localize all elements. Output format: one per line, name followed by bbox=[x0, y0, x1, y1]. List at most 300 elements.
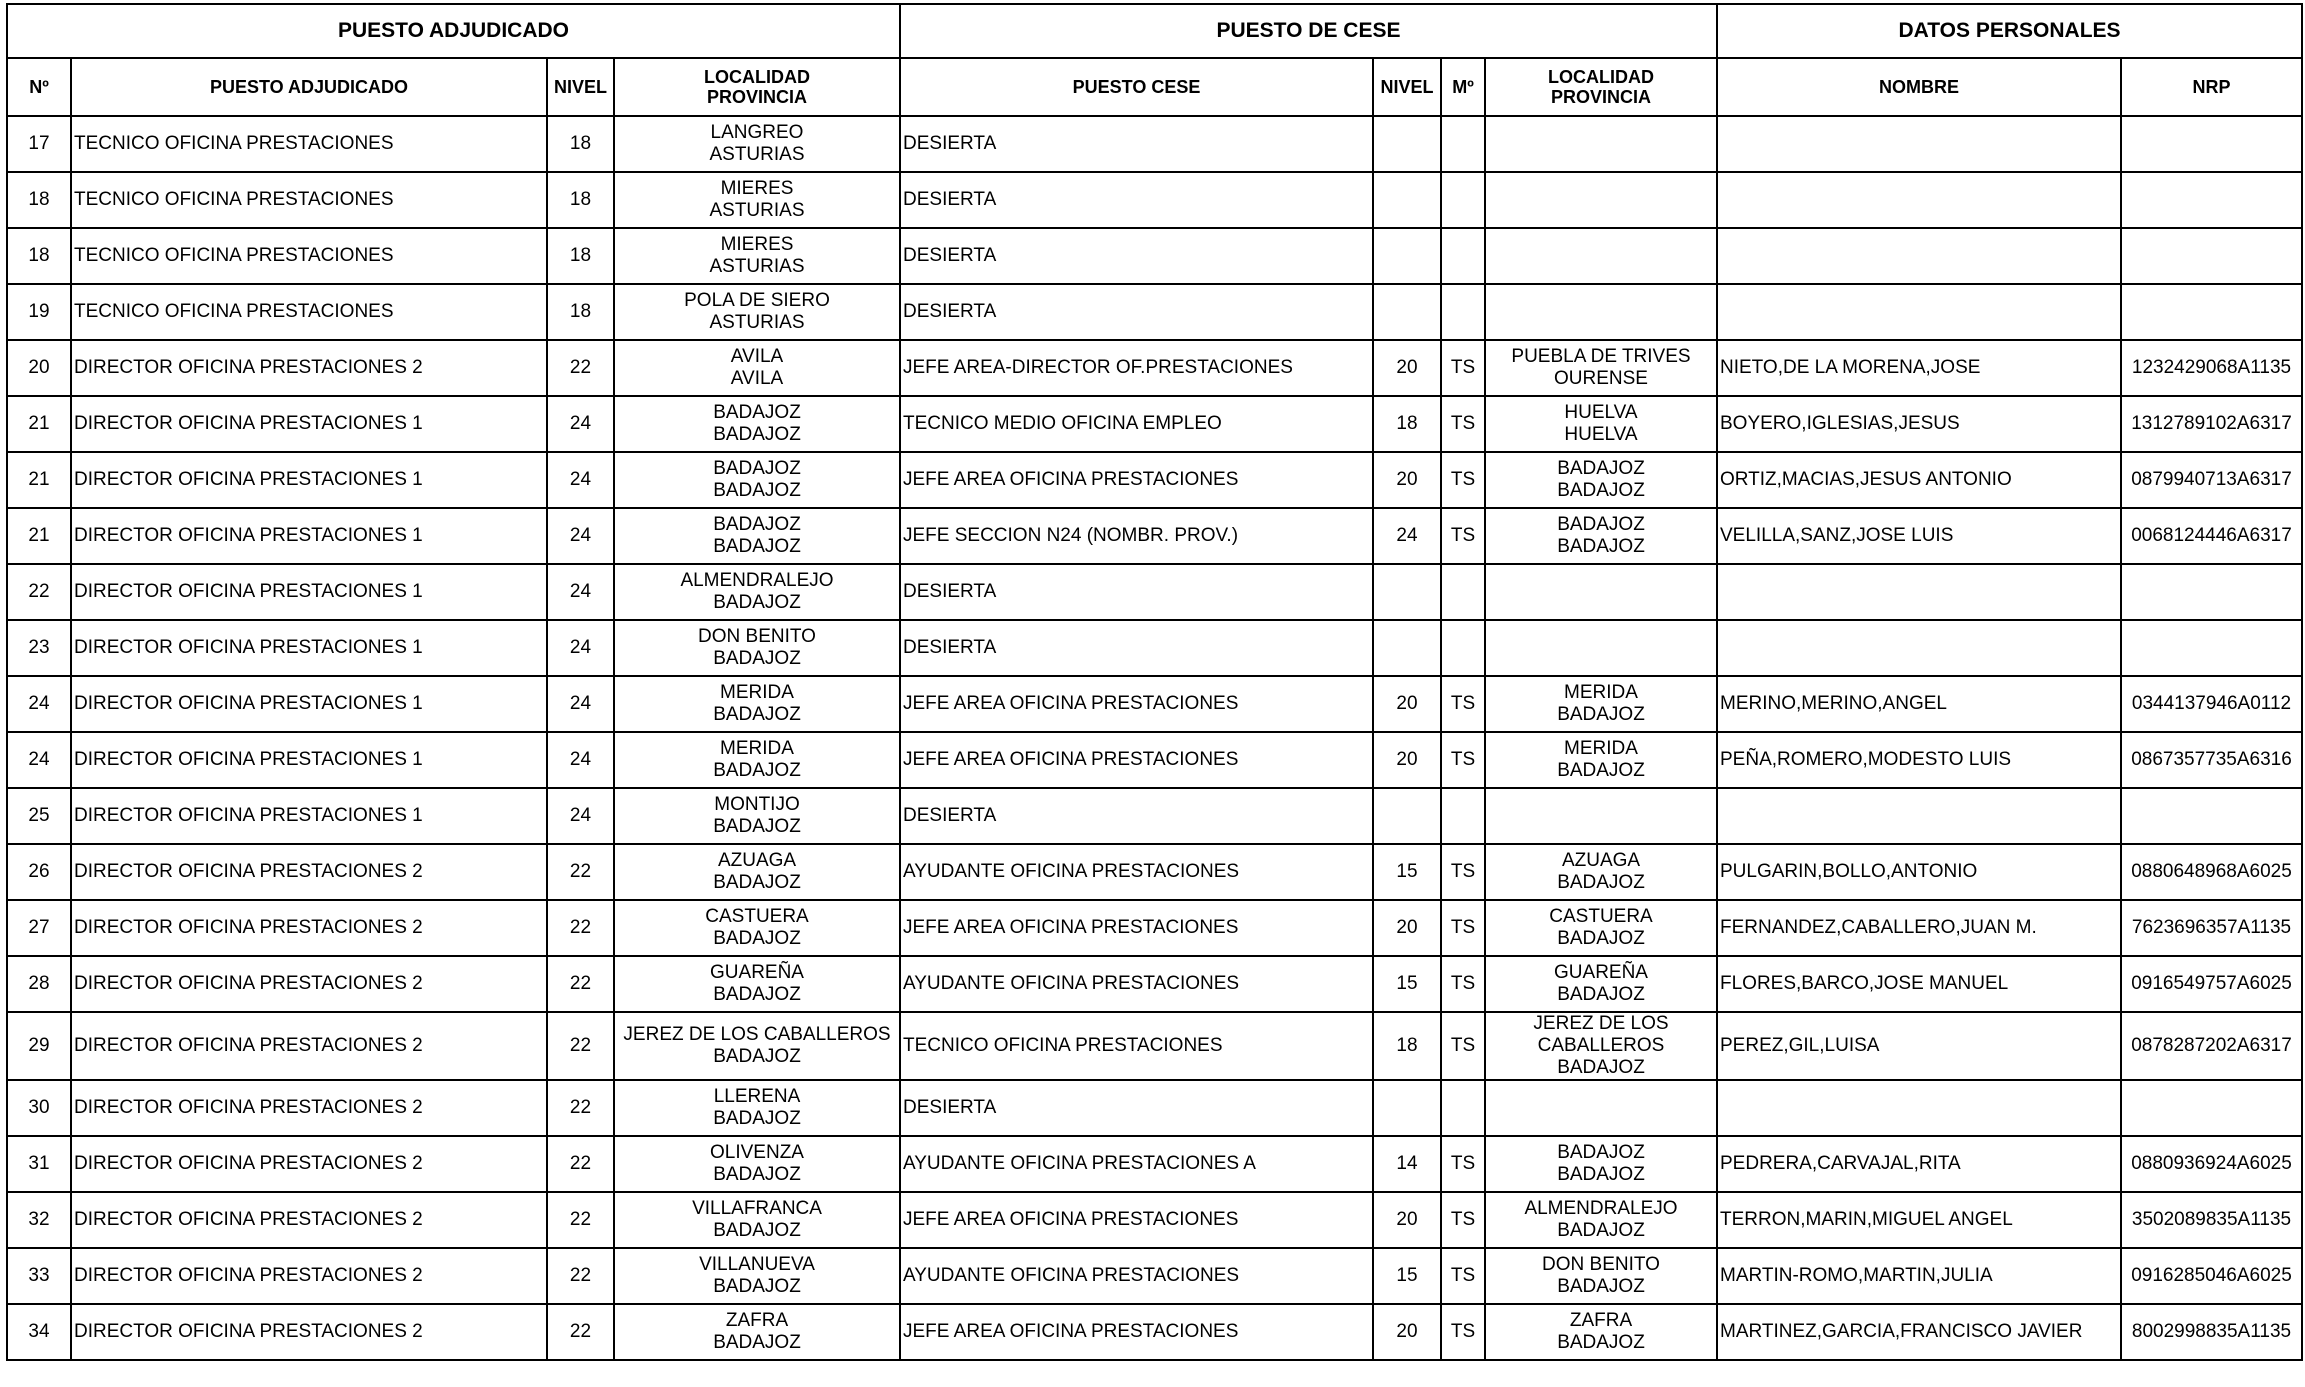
localidad-provincia-cese-line: AZUAGA bbox=[1561, 850, 1641, 871]
nombre bbox=[1717, 228, 2121, 284]
col-n: Nº bbox=[7, 58, 71, 116]
localidad-provincia bbox=[614, 284, 900, 340]
m: TS bbox=[1441, 956, 1485, 1012]
row-number: 21 bbox=[7, 508, 71, 564]
puesto-cese: JEFE AREA OFICINA PRESTACIONES bbox=[900, 452, 1373, 508]
localidad-provincia-cese bbox=[1485, 620, 1717, 676]
row-number: 17 bbox=[7, 116, 71, 172]
localidad-provincia-cese-line: BADAJOZ bbox=[1557, 1332, 1645, 1353]
localidad-provincia bbox=[614, 340, 900, 396]
row-number: 18 bbox=[7, 172, 71, 228]
localidad-provincia bbox=[614, 1192, 900, 1248]
nombre bbox=[1717, 564, 2121, 620]
localidad-provincia bbox=[614, 620, 900, 676]
nrp: 0878287202A6317 bbox=[2121, 1012, 2302, 1080]
localidad-provincia-line: BADAJOZ bbox=[713, 928, 801, 949]
localidad-provincia-cese-line: BADAJOZ bbox=[1557, 928, 1645, 949]
puesto-cese: JEFE AREA OFICINA PRESTACIONES bbox=[900, 1192, 1373, 1248]
puesto-cese: DESIERTA bbox=[900, 564, 1373, 620]
puesto-adjudicado: DIRECTOR OFICINA PRESTACIONES 2 bbox=[71, 1012, 547, 1080]
nrp: 0916285046A6025 bbox=[2121, 1248, 2302, 1304]
localidad-provincia-cese-line: DON BENITO bbox=[1542, 1254, 1660, 1275]
puesto-cese: TECNICO MEDIO OFICINA EMPLEO bbox=[900, 396, 1373, 452]
localidad-provincia-line: VILLANUEVA bbox=[699, 1254, 815, 1275]
nombre: PEREZ,GIL,LUISA bbox=[1717, 1012, 2121, 1080]
puesto-cese: AYUDANTE OFICINA PRESTACIONES bbox=[900, 844, 1373, 900]
localidad-provincia-line: MONTIJO bbox=[714, 794, 800, 815]
localidad-provincia-cese-line: BADAJOZ bbox=[1557, 1057, 1645, 1078]
nombre: TERRON,MARIN,MIGUEL ANGEL bbox=[1717, 1192, 2121, 1248]
row-number: 19 bbox=[7, 284, 71, 340]
table-row bbox=[7, 564, 2302, 620]
row-number: 22 bbox=[7, 564, 71, 620]
localidad-provincia-cese-line: BADAJOZ bbox=[1557, 536, 1645, 557]
localidad-provincia-line: BADAJOZ bbox=[713, 984, 801, 1005]
nombre: PEÑA,ROMERO,MODESTO LUIS bbox=[1717, 732, 2121, 788]
puesto-cese: JEFE AREA-DIRECTOR OF.PRESTACIONES bbox=[900, 340, 1373, 396]
table-row bbox=[7, 340, 2302, 396]
nivel: 22 bbox=[547, 844, 614, 900]
localidad-provincia-cese bbox=[1485, 1080, 1717, 1136]
nombre: NIETO,DE LA MORENA,JOSE bbox=[1717, 340, 2121, 396]
table-row bbox=[7, 284, 2302, 340]
col-localidad-provincia bbox=[614, 58, 900, 116]
table-row bbox=[7, 1304, 2302, 1360]
row-number: 23 bbox=[7, 620, 71, 676]
table-row bbox=[7, 1012, 2302, 1080]
nivel: 22 bbox=[547, 1304, 614, 1360]
nrp bbox=[2121, 788, 2302, 844]
nivel-cese bbox=[1373, 284, 1441, 340]
localidad-provincia-line: ASTURIAS bbox=[709, 312, 805, 333]
puesto-cese: DESIERTA bbox=[900, 172, 1373, 228]
localidad-provincia bbox=[614, 1080, 900, 1136]
nivel: 22 bbox=[547, 340, 614, 396]
localidad-provincia-line: ASTURIAS bbox=[709, 200, 805, 221]
nombre: MARTIN-ROMO,MARTIN,JULIA bbox=[1717, 1248, 2121, 1304]
localidad-provincia-cese bbox=[1485, 1012, 1717, 1080]
localidad-provincia-cese-line: ZAFRA bbox=[1569, 1310, 1633, 1331]
row-number: 32 bbox=[7, 1192, 71, 1248]
puesto-cese: AYUDANTE OFICINA PRESTACIONES bbox=[900, 956, 1373, 1012]
m bbox=[1441, 564, 1485, 620]
nivel-cese: 20 bbox=[1373, 340, 1441, 396]
m bbox=[1441, 620, 1485, 676]
nrp: 1232429068A1135 bbox=[2121, 340, 2302, 396]
row-number: 24 bbox=[7, 676, 71, 732]
puesto-adjudicado: DIRECTOR OFICINA PRESTACIONES 1 bbox=[71, 620, 547, 676]
table-row bbox=[7, 396, 2302, 452]
localidad-provincia-cese-line: BADAJOZ bbox=[1557, 1220, 1645, 1241]
nivel: 22 bbox=[547, 1192, 614, 1248]
nivel-cese bbox=[1373, 620, 1441, 676]
puesto-adjudicado: TECNICO OFICINA PRESTACIONES bbox=[71, 116, 547, 172]
localidad-provincia-line: OLIVENZA bbox=[710, 1142, 804, 1163]
nivel: 22 bbox=[547, 1248, 614, 1304]
localidad-provincia-cese bbox=[1485, 340, 1717, 396]
localidad-provincia-line: POLA DE SIERO bbox=[684, 290, 830, 311]
nrp: 0344137946A0112 bbox=[2121, 676, 2302, 732]
localidad-provincia bbox=[614, 564, 900, 620]
localidad-provincia-cese bbox=[1485, 564, 1717, 620]
localidad-provincia bbox=[614, 172, 900, 228]
col-puesto-adjudicado: PUESTO ADJUDICADO bbox=[71, 58, 547, 116]
localidad-provincia-cese-line: BADAJOZ bbox=[1557, 1276, 1645, 1297]
nivel: 24 bbox=[547, 564, 614, 620]
localidad-provincia bbox=[614, 1012, 900, 1080]
localidad-provincia-cese-line: BADAJOZ bbox=[1557, 704, 1645, 725]
nombre: FLORES,BARCO,JOSE MANUEL bbox=[1717, 956, 2121, 1012]
col-m: Mº bbox=[1441, 58, 1485, 116]
localidad-provincia-line: BADAJOZ bbox=[713, 424, 801, 445]
m bbox=[1441, 228, 1485, 284]
puesto-adjudicado: DIRECTOR OFICINA PRESTACIONES 1 bbox=[71, 564, 547, 620]
nrp: 0880936924A6025 bbox=[2121, 1136, 2302, 1192]
nivel-cese: 24 bbox=[1373, 508, 1441, 564]
puesto-adjudicado: DIRECTOR OFICINA PRESTACIONES 2 bbox=[71, 956, 547, 1012]
group-datos-personales: DATOS PERSONALES bbox=[1717, 4, 2302, 58]
row-number: 20 bbox=[7, 340, 71, 396]
nivel-cese bbox=[1373, 564, 1441, 620]
table-row bbox=[7, 228, 2302, 284]
localidad-provincia-cese bbox=[1485, 1192, 1717, 1248]
col-localidad-label: LOCALIDAD bbox=[704, 67, 810, 87]
localidad-provincia-line: VILLAFRANCA bbox=[692, 1198, 822, 1219]
localidad-provincia-cese-line: BADAJOZ bbox=[1557, 458, 1645, 479]
localidad-provincia-cese-line: JEREZ DE LOS bbox=[1533, 1013, 1669, 1034]
puesto-cese: JEFE AREA OFICINA PRESTACIONES bbox=[900, 1304, 1373, 1360]
nivel: 22 bbox=[547, 956, 614, 1012]
nrp bbox=[2121, 1080, 2302, 1136]
m: TS bbox=[1441, 452, 1485, 508]
nivel-cese: 20 bbox=[1373, 1304, 1441, 1360]
row-number: 26 bbox=[7, 844, 71, 900]
localidad-provincia-line: AZUAGA bbox=[717, 850, 797, 871]
nivel: 24 bbox=[547, 396, 614, 452]
localidad-provincia bbox=[614, 676, 900, 732]
localidad-provincia-cese-line: BADAJOZ bbox=[1557, 514, 1645, 535]
nrp: 0916549757A6025 bbox=[2121, 956, 2302, 1012]
localidad-provincia-line: CASTUERA bbox=[705, 906, 809, 927]
localidad-provincia bbox=[614, 452, 900, 508]
nivel: 24 bbox=[547, 508, 614, 564]
nivel: 22 bbox=[547, 1080, 614, 1136]
nivel: 18 bbox=[547, 228, 614, 284]
localidad-provincia-cese-line: ALMENDRALEJO bbox=[1524, 1198, 1678, 1219]
m bbox=[1441, 284, 1485, 340]
puesto-adjudicado: DIRECTOR OFICINA PRESTACIONES 1 bbox=[71, 396, 547, 452]
puesto-cese: DESIERTA bbox=[900, 284, 1373, 340]
m: TS bbox=[1441, 732, 1485, 788]
m: TS bbox=[1441, 1192, 1485, 1248]
nrp: 7623696357A1135 bbox=[2121, 900, 2302, 956]
puesto-adjudicado: DIRECTOR OFICINA PRESTACIONES 2 bbox=[71, 844, 547, 900]
localidad-provincia-cese bbox=[1485, 284, 1717, 340]
localidad-provincia-line: BADAJOZ bbox=[713, 458, 801, 479]
localidad-provincia bbox=[614, 1304, 900, 1360]
localidad-provincia-cese bbox=[1485, 172, 1717, 228]
localidad-provincia-cese bbox=[1485, 452, 1717, 508]
nombre: VELILLA,SANZ,JOSE LUIS bbox=[1717, 508, 2121, 564]
puesto-adjudicado: DIRECTOR OFICINA PRESTACIONES 1 bbox=[71, 508, 547, 564]
puesto-cese: JEFE AREA OFICINA PRESTACIONES bbox=[900, 900, 1373, 956]
localidad-provincia-line: BADAJOZ bbox=[713, 760, 801, 781]
col-nivel: NIVEL bbox=[547, 58, 614, 116]
puesto-cese: DESIERTA bbox=[900, 788, 1373, 844]
localidad-provincia-cese-line: MERIDA bbox=[1564, 682, 1638, 703]
table-row bbox=[7, 1080, 2302, 1136]
localidad-provincia bbox=[614, 1136, 900, 1192]
localidad-provincia-cese bbox=[1485, 1248, 1717, 1304]
localidad-provincia-line: BADAJOZ bbox=[713, 1046, 801, 1067]
table-row bbox=[7, 900, 2302, 956]
nivel: 24 bbox=[547, 788, 614, 844]
nrp bbox=[2121, 228, 2302, 284]
nivel-cese: 18 bbox=[1373, 1012, 1441, 1080]
nrp bbox=[2121, 116, 2302, 172]
nivel-cese: 20 bbox=[1373, 1192, 1441, 1248]
nrp bbox=[2121, 564, 2302, 620]
group-puesto-adjudicado: PUESTO ADJUDICADO bbox=[7, 4, 900, 58]
nivel: 22 bbox=[547, 900, 614, 956]
row-number: 33 bbox=[7, 1248, 71, 1304]
localidad-provincia-line: BADAJOZ bbox=[713, 592, 801, 613]
nivel-cese: 18 bbox=[1373, 396, 1441, 452]
col-provincia-label: PROVINCIA bbox=[706, 87, 807, 107]
nivel-cese: 20 bbox=[1373, 676, 1441, 732]
nrp bbox=[2121, 620, 2302, 676]
localidad-provincia-line: ASTURIAS bbox=[709, 144, 805, 165]
nombre: ORTIZ,MACIAS,JESUS ANTONIO bbox=[1717, 452, 2121, 508]
nombre: MERINO,MERINO,ANGEL bbox=[1717, 676, 2121, 732]
localidad-provincia-cese bbox=[1485, 116, 1717, 172]
table-row bbox=[7, 956, 2302, 1012]
localidad-provincia-cese bbox=[1485, 900, 1717, 956]
nivel: 18 bbox=[547, 284, 614, 340]
col-provincia-cese-label: PROVINCIA bbox=[1550, 87, 1651, 107]
nrp: 0867357735A6316 bbox=[2121, 732, 2302, 788]
localidad-provincia-line: LANGREO bbox=[710, 122, 804, 143]
nivel-cese: 20 bbox=[1373, 732, 1441, 788]
m bbox=[1441, 172, 1485, 228]
m: TS bbox=[1441, 844, 1485, 900]
localidad-provincia-line: BADAJOZ bbox=[713, 514, 801, 535]
nombre: FERNANDEZ,CABALLERO,JUAN M. bbox=[1717, 900, 2121, 956]
localidad-provincia-cese-line: BADAJOZ bbox=[1557, 480, 1645, 501]
m: TS bbox=[1441, 676, 1485, 732]
col-puesto-cese: PUESTO CESE bbox=[900, 58, 1373, 116]
nivel: 22 bbox=[547, 1136, 614, 1192]
localidad-provincia-line: ZAFRA bbox=[725, 1310, 789, 1331]
row-number: 30 bbox=[7, 1080, 71, 1136]
nrp: 0068124446A6317 bbox=[2121, 508, 2302, 564]
m bbox=[1441, 788, 1485, 844]
group-puesto-cese: PUESTO DE CESE bbox=[900, 4, 1717, 58]
nivel-cese bbox=[1373, 172, 1441, 228]
localidad-provincia-line: BADAJOZ bbox=[713, 1276, 801, 1297]
nivel-cese: 15 bbox=[1373, 844, 1441, 900]
row-number: 29 bbox=[7, 1012, 71, 1080]
localidad-provincia-cese-line: BADAJOZ bbox=[1557, 872, 1645, 893]
row-number: 34 bbox=[7, 1304, 71, 1360]
m: TS bbox=[1441, 1136, 1485, 1192]
row-number: 21 bbox=[7, 396, 71, 452]
puesto-adjudicado: TECNICO OFICINA PRESTACIONES bbox=[71, 172, 547, 228]
localidad-provincia-cese bbox=[1485, 1304, 1717, 1360]
puesto-adjudicado: DIRECTOR OFICINA PRESTACIONES 1 bbox=[71, 732, 547, 788]
puesto-adjudicado: DIRECTOR OFICINA PRESTACIONES 2 bbox=[71, 900, 547, 956]
row-number: 25 bbox=[7, 788, 71, 844]
puesto-adjudicado: DIRECTOR OFICINA PRESTACIONES 1 bbox=[71, 452, 547, 508]
puesto-cese: DESIERTA bbox=[900, 1080, 1373, 1136]
col-localidad-provincia-cese bbox=[1485, 58, 1717, 116]
nivel-cese bbox=[1373, 116, 1441, 172]
column-header-row bbox=[7, 58, 2302, 116]
localidad-provincia-line: BADAJOZ bbox=[713, 536, 801, 557]
nrp bbox=[2121, 284, 2302, 340]
nombre bbox=[1717, 1080, 2121, 1136]
puesto-adjudicado: DIRECTOR OFICINA PRESTACIONES 2 bbox=[71, 1192, 547, 1248]
row-number: 27 bbox=[7, 900, 71, 956]
localidad-provincia-cese bbox=[1485, 732, 1717, 788]
nivel-cese bbox=[1373, 788, 1441, 844]
localidad-provincia-cese-line: CASTUERA bbox=[1549, 906, 1653, 927]
localidad-provincia-line: BADAJOZ bbox=[713, 402, 801, 423]
nrp: 0880648968A6025 bbox=[2121, 844, 2302, 900]
puesto-adjudicado: DIRECTOR OFICINA PRESTACIONES 1 bbox=[71, 788, 547, 844]
localidad-provincia-cese bbox=[1485, 788, 1717, 844]
nivel: 24 bbox=[547, 676, 614, 732]
table-row bbox=[7, 620, 2302, 676]
localidad-provincia-cese bbox=[1485, 956, 1717, 1012]
localidad-provincia bbox=[614, 844, 900, 900]
nombre: MARTINEZ,GARCIA,FRANCISCO JAVIER bbox=[1717, 1304, 2121, 1360]
nrp: 8002998835A1135 bbox=[2121, 1304, 2302, 1360]
nrp: 3502089835A1135 bbox=[2121, 1192, 2302, 1248]
nivel: 18 bbox=[547, 116, 614, 172]
localidad-provincia-line: ALMENDRALEJO bbox=[680, 570, 834, 591]
localidad-provincia bbox=[614, 508, 900, 564]
puesto-adjudicado: DIRECTOR OFICINA PRESTACIONES 2 bbox=[71, 1248, 547, 1304]
table-row bbox=[7, 676, 2302, 732]
nrp: 0879940713A6317 bbox=[2121, 452, 2302, 508]
nombre: BOYERO,IGLESIAS,JESUS bbox=[1717, 396, 2121, 452]
localidad-provincia-line: BADAJOZ bbox=[713, 1164, 801, 1185]
puesto-adjudicado: TECNICO OFICINA PRESTACIONES bbox=[71, 228, 547, 284]
localidad-provincia-cese bbox=[1485, 844, 1717, 900]
nrp bbox=[2121, 172, 2302, 228]
col-localidad-cese-label: LOCALIDAD bbox=[1548, 67, 1654, 87]
puesto-cese: JEFE AREA OFICINA PRESTACIONES bbox=[900, 732, 1373, 788]
nivel-cese: 20 bbox=[1373, 452, 1441, 508]
nivel-cese bbox=[1373, 228, 1441, 284]
localidad-provincia-line: BADAJOZ bbox=[713, 480, 801, 501]
table-row bbox=[7, 172, 2302, 228]
localidad-provincia-cese-line: OURENSE bbox=[1554, 368, 1648, 389]
puesto-adjudicado: DIRECTOR OFICINA PRESTACIONES 1 bbox=[71, 676, 547, 732]
col-nombre: NOMBRE bbox=[1717, 58, 2121, 116]
nivel: 24 bbox=[547, 620, 614, 676]
localidad-provincia-line: BADAJOZ bbox=[713, 1220, 801, 1241]
nivel-cese: 15 bbox=[1373, 1248, 1441, 1304]
m: TS bbox=[1441, 396, 1485, 452]
nivel-cese bbox=[1373, 1080, 1441, 1136]
table-row bbox=[7, 788, 2302, 844]
puesto-adjudicado: DIRECTOR OFICINA PRESTACIONES 2 bbox=[71, 1080, 547, 1136]
puesto-cese: DESIERTA bbox=[900, 228, 1373, 284]
row-number: 31 bbox=[7, 1136, 71, 1192]
localidad-provincia-line: AVILA bbox=[730, 346, 784, 367]
nombre bbox=[1717, 172, 2121, 228]
puesto-cese: JEFE SECCION N24 (NOMBR. PROV.) bbox=[900, 508, 1373, 564]
m: TS bbox=[1441, 900, 1485, 956]
row-number: 24 bbox=[7, 732, 71, 788]
localidad-provincia-line: MERIDA bbox=[720, 738, 794, 759]
table-row bbox=[7, 1136, 2302, 1192]
localidad-provincia-line: GUAREÑA bbox=[710, 962, 804, 983]
localidad-provincia bbox=[614, 900, 900, 956]
localidad-provincia-cese-line: BADAJOZ bbox=[1557, 760, 1645, 781]
localidad-provincia bbox=[614, 956, 900, 1012]
nivel: 18 bbox=[547, 172, 614, 228]
nombre bbox=[1717, 116, 2121, 172]
localidad-provincia-line: DON BENITO bbox=[698, 626, 816, 647]
puesto-adjudicado: TECNICO OFICINA PRESTACIONES bbox=[71, 284, 547, 340]
row-number: 18 bbox=[7, 228, 71, 284]
puesto-adjudicado: DIRECTOR OFICINA PRESTACIONES 2 bbox=[71, 1304, 547, 1360]
row-number: 21 bbox=[7, 452, 71, 508]
m: TS bbox=[1441, 340, 1485, 396]
m bbox=[1441, 1080, 1485, 1136]
localidad-provincia-line: BADAJOZ bbox=[713, 648, 801, 669]
nivel: 22 bbox=[547, 1012, 614, 1080]
nivel-cese: 14 bbox=[1373, 1136, 1441, 1192]
table-row bbox=[7, 844, 2302, 900]
nombre: PULGARIN,BOLLO,ANTONIO bbox=[1717, 844, 2121, 900]
localidad-provincia-line: BADAJOZ bbox=[713, 1108, 801, 1129]
localidad-provincia-cese-line: HUELVA bbox=[1564, 402, 1638, 423]
nivel-cese: 20 bbox=[1373, 900, 1441, 956]
localidad-provincia-line: MERIDA bbox=[720, 682, 794, 703]
localidad-provincia-cese-line: MERIDA bbox=[1564, 738, 1638, 759]
nombre bbox=[1717, 620, 2121, 676]
localidad-provincia-cese bbox=[1485, 396, 1717, 452]
nombre: PEDRERA,CARVAJAL,RITA bbox=[1717, 1136, 2121, 1192]
localidad-provincia-cese-line: CABALLEROS bbox=[1537, 1035, 1665, 1056]
localidad-provincia-line: MIERES bbox=[720, 178, 794, 199]
localidad-provincia bbox=[614, 732, 900, 788]
localidad-provincia-cese-line: GUAREÑA bbox=[1554, 962, 1648, 983]
puesto-cese: DESIERTA bbox=[900, 620, 1373, 676]
localidad-provincia bbox=[614, 788, 900, 844]
m: TS bbox=[1441, 508, 1485, 564]
table-row bbox=[7, 452, 2302, 508]
localidad-provincia-cese bbox=[1485, 228, 1717, 284]
localidad-provincia bbox=[614, 116, 900, 172]
localidad-provincia-line: BADAJOZ bbox=[713, 872, 801, 893]
puesto-cese: AYUDANTE OFICINA PRESTACIONES A bbox=[900, 1136, 1373, 1192]
localidad-provincia bbox=[614, 1248, 900, 1304]
localidad-provincia-cese bbox=[1485, 1136, 1717, 1192]
localidad-provincia-line: ASTURIAS bbox=[709, 256, 805, 277]
puesto-cese: JEFE AREA OFICINA PRESTACIONES bbox=[900, 676, 1373, 732]
localidad-provincia-cese-line: HUELVA bbox=[1564, 424, 1638, 445]
table-row bbox=[7, 1192, 2302, 1248]
m: TS bbox=[1441, 1304, 1485, 1360]
nombre bbox=[1717, 788, 2121, 844]
nivel: 24 bbox=[547, 732, 614, 788]
row-number: 28 bbox=[7, 956, 71, 1012]
